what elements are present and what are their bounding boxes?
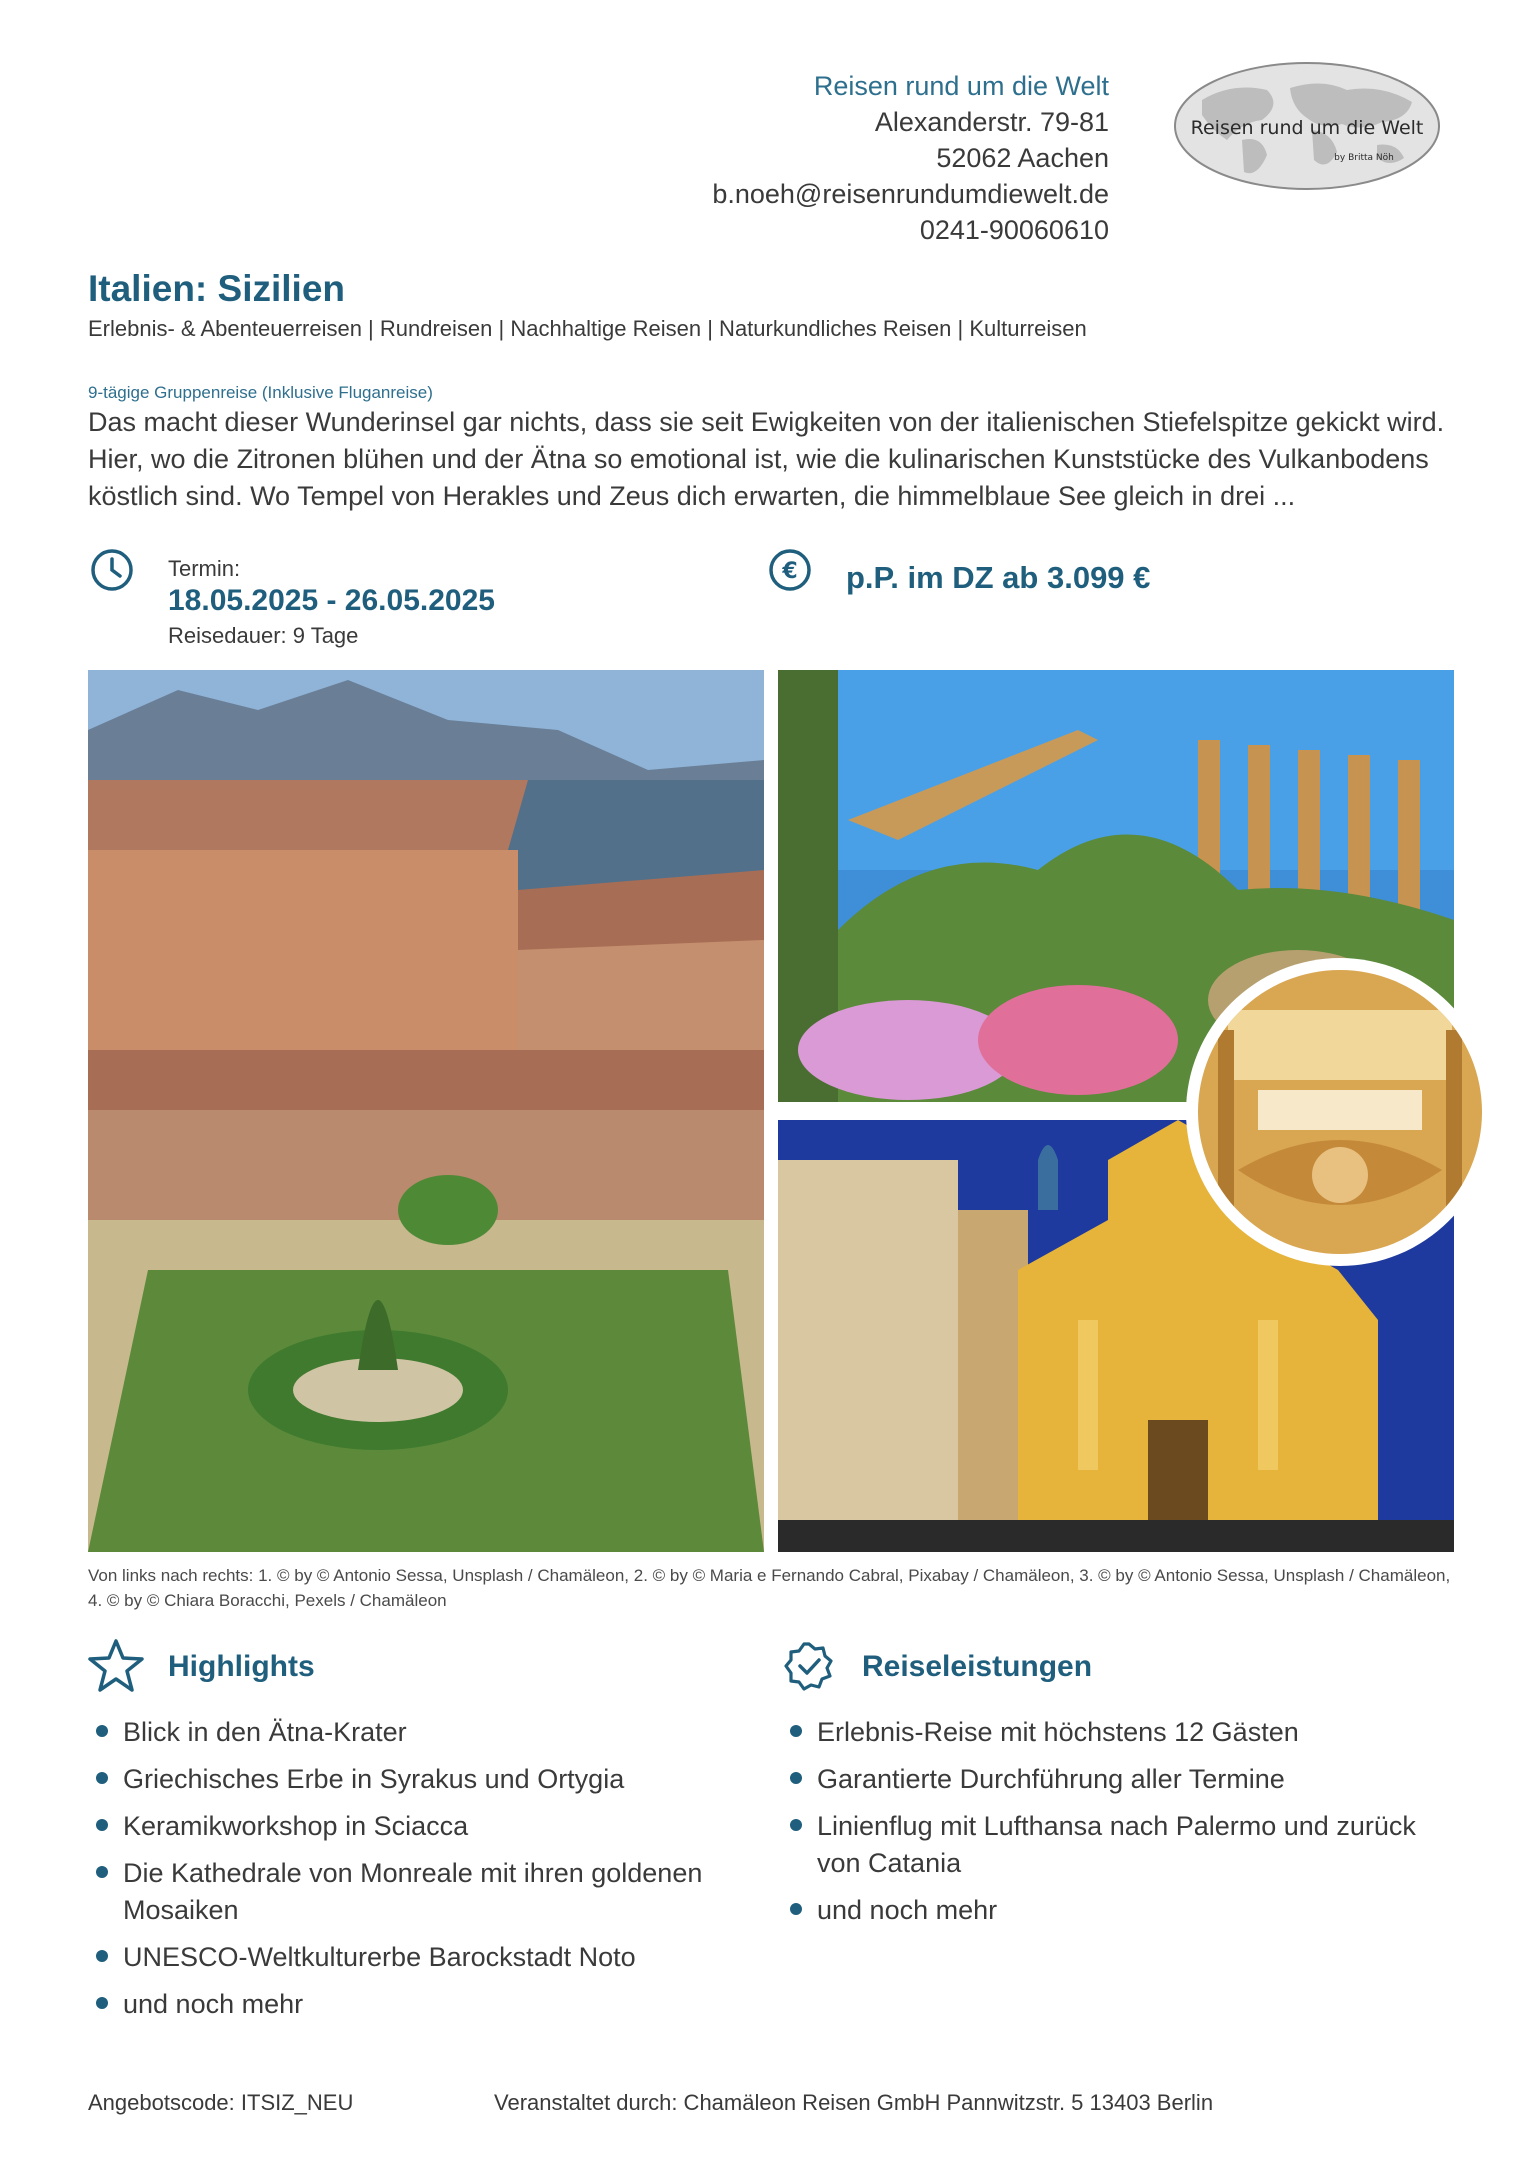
list-item: Griechisches Erbe in Syrakus und Ortygia — [88, 1761, 728, 1798]
company-logo — [1172, 60, 1442, 192]
logo-text: Reisen rund um die Welt — [1190, 117, 1424, 139]
photo-credits: Von links nach rechts: 1. © by © Antonio Sessa, Unsplash / Chamäleon, 2. © by © Maria e Fernando Cabral, Pixabay / Chamäleon, 3. © by © Antonio Sessa, Unsplash / Chamäleon, 4. © by © Chiara Boracchi, Pexels / Chamäleon — [88, 1566, 1451, 1610]
list-item: und noch mehr — [88, 1986, 728, 2023]
contact-block — [712, 68, 1109, 248]
star-icon — [86, 1638, 146, 1699]
termin-label: Termin: — [168, 556, 241, 581]
list-item: Garantierte Durchführung aller Termine — [782, 1761, 1452, 1798]
services-list — [782, 1714, 1452, 1939]
clock-icon — [90, 548, 134, 597]
street: Alexanderstr. 79-81 — [874, 107, 1109, 137]
trip-description: Das macht dieser Wunderinsel gar nichts, dass sie seit Ewigkeiten von der italienischen Stiefelspitze gekickt wird. Hier, wo die Zitronen blühen und der Ätna so emotional ist, wie die kulinarischen Kunststücke des Vulkanbodens köstlich sind. Wo Tempel von Herakles und Zeus dich erwarten, die himmelblaue See gleich in drei ... — [88, 407, 1445, 511]
trip-type: 9-tägige Gruppenreise (Inklusive Fluganreise) — [88, 383, 433, 402]
list-item: Keramikworkshop in Sciacca — [88, 1808, 728, 1845]
termin-dates: 18.05.2025 - 26.05.2025 — [168, 584, 495, 617]
email-link[interactable]: b.noeh@reisenrundumdiewelt.de — [712, 179, 1109, 209]
list-item: Erlebnis-Reise mit höchstens 12 Gästen — [782, 1714, 1452, 1751]
offer-code: Angebotscode: ITSIZ_NEU — [88, 2090, 354, 2115]
organizer-info: Veranstaltet durch: Chamäleon Reisen GmbH Pannwitzstr. 5 13403 Berlin — [494, 2090, 1214, 2115]
phone-number[interactable]: 0241-90060610 — [919, 215, 1109, 245]
svg-text:€: € — [782, 559, 798, 584]
highlights-title: Highlights — [168, 1650, 315, 1683]
trip-categories: Erlebnis- & Abenteuerreisen | Rundreisen | Nachhaltige Reisen | Naturkundliches Reisen | Kulturreisen — [88, 316, 1087, 341]
price-text: p.P. im DZ ab 3.099 € — [846, 560, 1151, 595]
city: 52062 Aachen — [936, 143, 1109, 173]
page-title: Italien: Sizilien — [88, 268, 345, 309]
photo-monreale-cloister — [88, 670, 764, 1552]
check-badge-icon — [784, 1641, 834, 1696]
list-item: und noch mehr — [782, 1892, 1452, 1929]
trip-duration: Reisedauer: 9 Tage — [168, 623, 359, 648]
logo-subtext: by Britta Nöh — [1334, 153, 1394, 163]
list-item: UNESCO-Weltkulturerbe Barockstadt Noto — [88, 1939, 728, 1976]
photo-baroque-detail — [1198, 970, 1482, 1254]
list-item: Blick in den Ätna-Krater — [88, 1714, 728, 1751]
list-item: Die Kathedrale von Monreale mit ihren goldenen Mosaiken — [88, 1855, 728, 1929]
company-name: Reisen rund um die Welt — [813, 71, 1109, 101]
euro-icon — [768, 548, 812, 597]
highlights-list — [88, 1714, 728, 2033]
list-item: Linienflug mit Lufthansa nach Palermo und zurück von Catania — [782, 1808, 1452, 1882]
services-title: Reiseleistungen — [862, 1650, 1093, 1683]
